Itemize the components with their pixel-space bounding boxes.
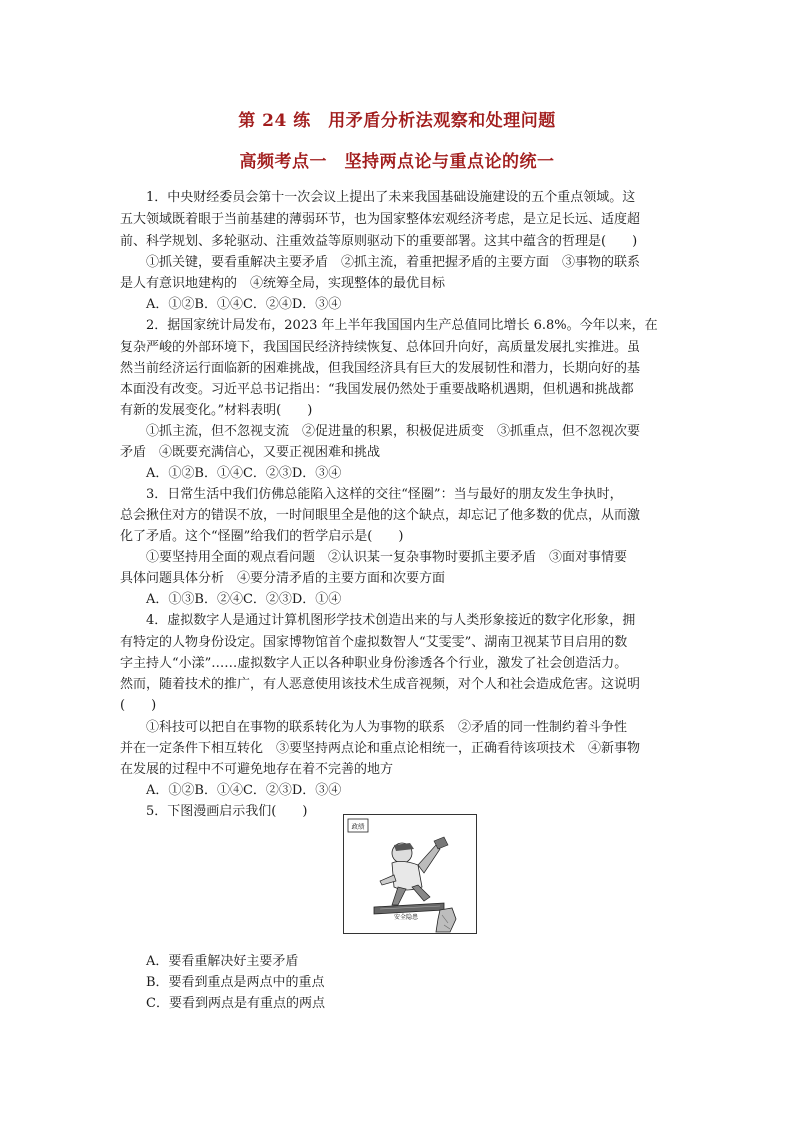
text-line: A．①②B．①④C．②③D．③④: [120, 783, 342, 798]
text-line: 3．日常生活中我们仿佛总能陷入这样的交往“怪圈”：当与最好的朋友发生争执时，: [120, 487, 623, 502]
text-line: 总会揪住对方的错误不放，一时间眼里全是他的这个缺点，却忘记了他多数的优点，从而激: [120, 508, 641, 523]
plank-label: 安全隐患: [393, 914, 419, 921]
answer-option: C．要看到两点是有重点的两点: [146, 996, 325, 1011]
text-line: 有新的发展变化。”材料表明( ): [120, 403, 313, 418]
text-line: A．①②B．①④C．②④D．③④: [120, 297, 342, 312]
text-line: ①要坚持用全面的观点看问题 ②认识某一复杂事物时要抓主要矛盾 ③面对事情要: [120, 550, 628, 565]
section-heading: 高频考点一 坚持两点论与重点论的统一: [239, 152, 555, 172]
comic-illustration: [343, 814, 477, 934]
text-line: 复杂严峻的外部环境下，我国国民经济持续恢复、总体回升向好，高质量发展扎实推进。虽: [120, 340, 641, 355]
text-line: 然而，随着技术的推广，有人恶意使用该技术生成音视频，对个人和社会造成危害。这说明: [120, 677, 641, 692]
text-line: 本面没有改变。习近平总书记指出：“我国发展仍然处于重要战略机遇期，但机遇和挑战都: [120, 382, 634, 397]
text-line: A．①③B．②④C．②③D．①④: [120, 592, 342, 607]
text-line: 有特定的人物身份设定。国家博物馆首个虚拟数智人“艾雯雯”、湖南卫视某节目启用的数: [120, 635, 628, 650]
text-line: 1．中央财经委员会第十一次会议上提出了未来我国基础设施建设的五个重点领域。这: [120, 190, 636, 205]
text-line: 是人有意识地建构的 ④统筹全局，实现整体的最优目标: [120, 276, 446, 291]
text-line: 并在一定条件下相互转化 ③要坚持两点论和重点论相统一，正确看待该项技术 ④新事物: [120, 741, 641, 756]
text-line: 5．下图漫画启示我们( ): [120, 804, 308, 819]
text-line: ①科技可以把自在事物的联系转化为人为事物的联系 ②矛盾的同一性制约着斗争性: [120, 720, 628, 735]
text-line: 前、科学规划、多轮驱动、注重效益等原则驱动下的重要部署。这其中蕴含的哲理是( ): [120, 234, 638, 249]
text-line: A．①②B．①④C．②③D．③④: [120, 466, 342, 481]
text-line: ①抓主流，但不忽视支流 ②促进量的积累，积极促进质变 ③抓重点，但不忽视次要: [120, 424, 641, 439]
page-title: 第 24 练 用矛盾分析法观察和处理问题: [238, 111, 556, 131]
speech-label: 政绩: [351, 822, 365, 831]
text-line: 4．虚拟数字人是通过计算机图形学技术创造出来的与人类形象接近的数字化形象，拥: [120, 613, 636, 628]
text-line: 在发展的过程中不可避免地存在着不完善的地方: [120, 762, 394, 777]
text-line: 矛盾 ④既要充满信心，又要正视困难和挑战: [120, 445, 381, 460]
text-line: 字主持人“小漾”……虚拟数字人正以各种职业身份渗透各个行业，激发了社会创造活力。: [120, 656, 628, 671]
text-line: 五大领域既着眼于当前基建的薄弱环节，也为国家整体宏观经济考虑，是立足长远、适度超: [120, 212, 641, 227]
comic-drawing: [344, 815, 476, 933]
text-line: 然当前经济运行面临新的困难挑战，但我国经济具有巨大的发展韧性和潜力，长期向好的基: [120, 361, 641, 376]
text-line: 具体问题具体分析 ④要分清矛盾的主要方面和次要方面: [120, 571, 446, 586]
text-line: 2．据国家统计局发布，2023 年上半年我国国内生产总值同比增长 6.8%。今年以来，在: [120, 318, 658, 333]
text-line: 化了矛盾。这个“怪圈”给我们的哲学启示是( ): [120, 529, 404, 544]
text-line: ( ): [120, 698, 157, 713]
text-line: ①抓关键，要看重解决主要矛盾 ②抓主流，着重把握矛盾的主要方面 ③事物的联系: [120, 255, 641, 270]
answer-option: B．要看到重点是两点中的重点: [146, 975, 325, 990]
answer-option: A．要看重解决好主要矛盾: [146, 954, 299, 969]
